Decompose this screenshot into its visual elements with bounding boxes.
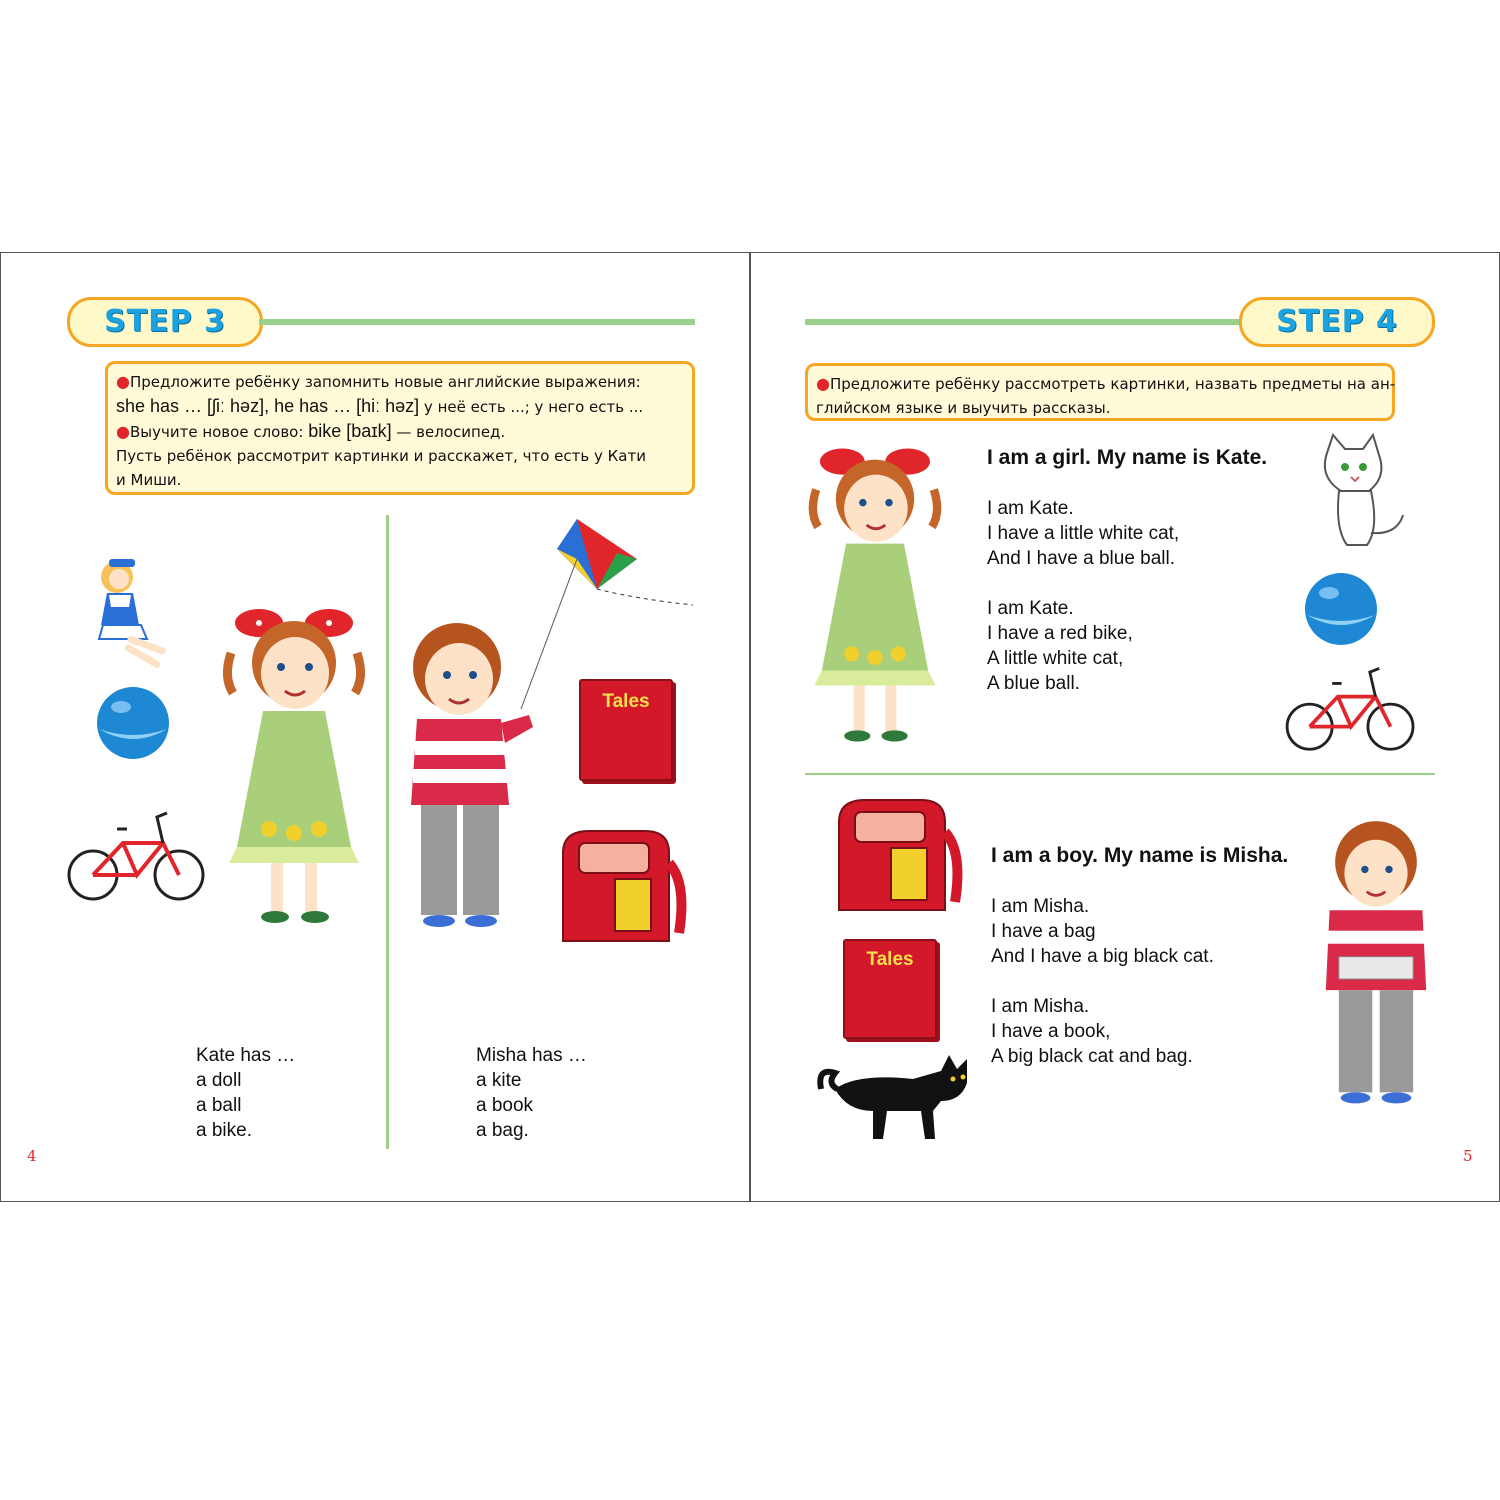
bag-illustration [835,787,965,927]
book-illustration [843,939,937,1039]
bag-illustration [559,823,689,953]
step-4-title: STEP 4 [1239,297,1435,347]
poem-line: And I have a big black cat. [991,946,1214,967]
bullet-icon: ● [116,422,130,441]
page-number: 4 [27,1147,37,1165]
poem-line: I have a red bike, [987,623,1133,644]
note-line-3c: — велосипед. [391,423,506,441]
instruction-box [805,363,1395,421]
section-divider [805,773,1435,775]
misha-poem [991,843,1288,1069]
poem-line: A big black cat and bag. [991,1046,1193,1067]
stanza-gap [987,571,1267,596]
bullet-icon: ● [816,374,830,393]
ball-illustration [95,685,171,761]
kate-list-line: a bike. [196,1120,252,1141]
note-line-1: Предложите ребёнку запомнить новые английские выражения: [129,373,641,391]
note-line-1: Предложите ребёнку рассмотреть картинки, назвать предметы на ан- [829,375,1396,393]
kate-illustration [219,601,369,931]
note-line-4: Пусть ребёнок рассмотрит картинки и расскажет, что есть у Кати [116,447,646,465]
bullet-icon: ● [116,372,130,391]
black-cat-illustration [817,1049,973,1141]
kate-poem [987,445,1267,696]
kate-items-list [196,1043,295,1143]
right-page [750,252,1500,1202]
kate-list-line: a ball [196,1095,242,1116]
white-cat-illustration [1307,433,1407,553]
bike-illustration [1283,659,1419,753]
stanza-gap [991,969,1288,994]
page-number: 5 [1463,1147,1473,1165]
misha-list-line: a bag. [476,1120,529,1141]
note-line-5: и Миши. [116,471,182,489]
misha-list-line: a book [476,1095,534,1116]
poem-line: A blue ball. [987,673,1080,694]
misha-items-list [476,1043,587,1143]
kate-poem-heading: I am a girl. My name is Kate. [987,446,1268,469]
bike-illustration [67,803,207,903]
book-illustration [579,679,673,781]
header-rule [805,319,1241,325]
misha-list-line: a kite [476,1070,522,1091]
poem-line: I have a book, [991,1021,1111,1042]
instruction-box [105,361,695,495]
note-translation: у неё есть ...; у него есть ... [419,398,644,416]
misha-list-line: Misha has … [476,1045,587,1066]
poem-line: I am Misha. [991,996,1090,1017]
misha-illustration [1311,803,1441,1129]
book-spread [0,252,1500,1202]
poem-line: I am Kate. [987,498,1074,519]
ball-illustration [1303,571,1379,647]
poem-line: I have a bag [991,921,1096,942]
doll-illustration [89,555,179,665]
left-page [0,252,750,1202]
poem-line: I have a little white cat, [987,523,1180,544]
kate-illustration [805,437,945,753]
book-title: Tales [866,949,914,970]
step-3-title: STEP 3 [67,297,263,347]
column-divider [386,515,389,1149]
kate-list-line: Kate has … [196,1045,296,1066]
poem-line: A little white cat, [987,648,1124,669]
poem-line: I am Misha. [991,896,1090,917]
poem-line: And I have a blue ball. [987,548,1176,569]
misha-poem-heading: I am a boy. My name is Misha. [991,844,1289,867]
note-new-word: bike [baɪk] [308,421,392,441]
note-line-2: глийском языке и выучить рассказы. [816,399,1111,417]
poem-line: I am Kate. [987,598,1074,619]
note-expression: she has … [ʃiː həz], he has … [hiː həz] [116,396,420,416]
header-rule [259,319,695,325]
misha-illustration [397,619,537,939]
note-line-3a: Выучите новое слово: [129,423,309,441]
book-title: Tales [602,691,650,712]
kate-list-line: a doll [196,1070,242,1091]
